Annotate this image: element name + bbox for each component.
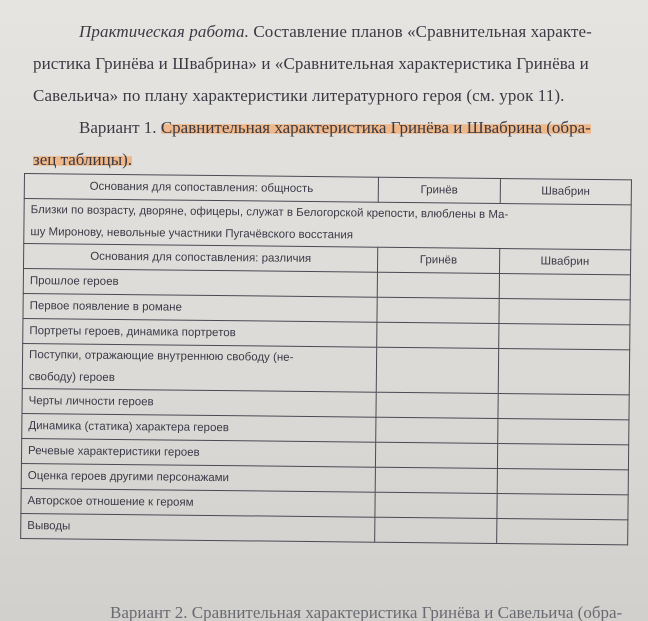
row-label-line1: Поступки, отражающие внутреннюю свободу (не- xyxy=(29,349,294,364)
grinev-cell xyxy=(376,442,498,468)
shvabrin-cell xyxy=(498,348,630,394)
row-label-line2: свободу) героев xyxy=(28,371,115,384)
row-label: Авторское отношение к героям xyxy=(21,488,375,517)
grinev-cell xyxy=(376,417,498,443)
row-label: Выводы xyxy=(21,513,375,542)
row-label: Речевые характеристики героев xyxy=(21,438,375,467)
shvabrin-cell xyxy=(498,323,630,349)
shvabrin-cell xyxy=(498,393,630,419)
grinev-cell xyxy=(375,517,497,543)
variant-title-highlighted: Сравнительная характеристика Гринёва и Швабрина (обра- xyxy=(160,118,591,137)
common-traits-cell xyxy=(24,199,631,250)
shvabrin-cell xyxy=(496,493,628,519)
header-basis-differences: Основания для сопоставления: различия xyxy=(23,244,377,273)
grinev-cell xyxy=(376,347,498,393)
row-label: Оценка героев другими персонажами xyxy=(21,463,375,492)
table-row xyxy=(22,343,629,394)
intro-text-line1: Составление планов «Сравнительная характе- xyxy=(253,22,592,41)
row-label: Портреты героев, динамика портретов xyxy=(23,318,377,347)
variant-heading xyxy=(33,112,628,176)
comparison-table xyxy=(20,173,632,545)
header-shvabrin: Швабрин xyxy=(500,178,632,204)
grinev-cell xyxy=(377,322,499,348)
grinev-cell xyxy=(376,392,498,418)
variant-label: Вариант 1. xyxy=(79,118,157,137)
common-traits-line2: шу Миронову, невольные участники Пугачёвского восстания xyxy=(30,226,354,242)
intro-paragraph xyxy=(33,16,623,112)
row-label: Первое появление в романе xyxy=(23,293,377,322)
grinev-cell xyxy=(375,492,497,518)
grinev-cell xyxy=(377,297,499,323)
header-basis-common: Основания для сопоставления: общность xyxy=(24,174,378,203)
header-shvabrin-2: Швабрин xyxy=(499,248,631,274)
grinev-cell xyxy=(375,467,497,493)
shvabrin-cell xyxy=(497,468,629,494)
shvabrin-cell xyxy=(496,518,628,544)
header-grinev-2: Гринёв xyxy=(378,247,500,273)
shvabrin-cell xyxy=(498,298,630,324)
header-grinev: Гринёв xyxy=(378,177,500,203)
table-row xyxy=(21,513,628,544)
common-traits-row xyxy=(24,199,631,250)
common-traits-line1: Близки по возрасту, дворяне, офицеры, служат в Белогорской крепости, влюблены в Ма- xyxy=(30,204,509,222)
row-label: Прошлое героев xyxy=(23,269,377,298)
next-variant-heading-cutoff: Вариант 2. Сравнительная характеристика Гринёва и Савельича (обра- xyxy=(110,603,623,621)
grinev-cell xyxy=(377,272,499,298)
intro-text-line2: ристика Гринёва и Швабрина» и «Сравнительная характеристика Гринёва и xyxy=(33,54,589,73)
intro-text-line3: Савельича» по плану характеристики литературного героя (см. урок 11). xyxy=(33,86,565,105)
row-label xyxy=(22,343,377,392)
practical-work-title: Практическая работа. xyxy=(79,22,249,41)
row-label: Динамика (статика) характера героев xyxy=(22,413,376,442)
shvabrin-cell xyxy=(497,443,629,469)
shvabrin-cell xyxy=(497,418,629,444)
shvabrin-cell xyxy=(499,273,631,299)
variant-title-continued: зец таблицы). xyxy=(33,150,133,169)
row-label: Черты личности героев xyxy=(22,388,376,417)
